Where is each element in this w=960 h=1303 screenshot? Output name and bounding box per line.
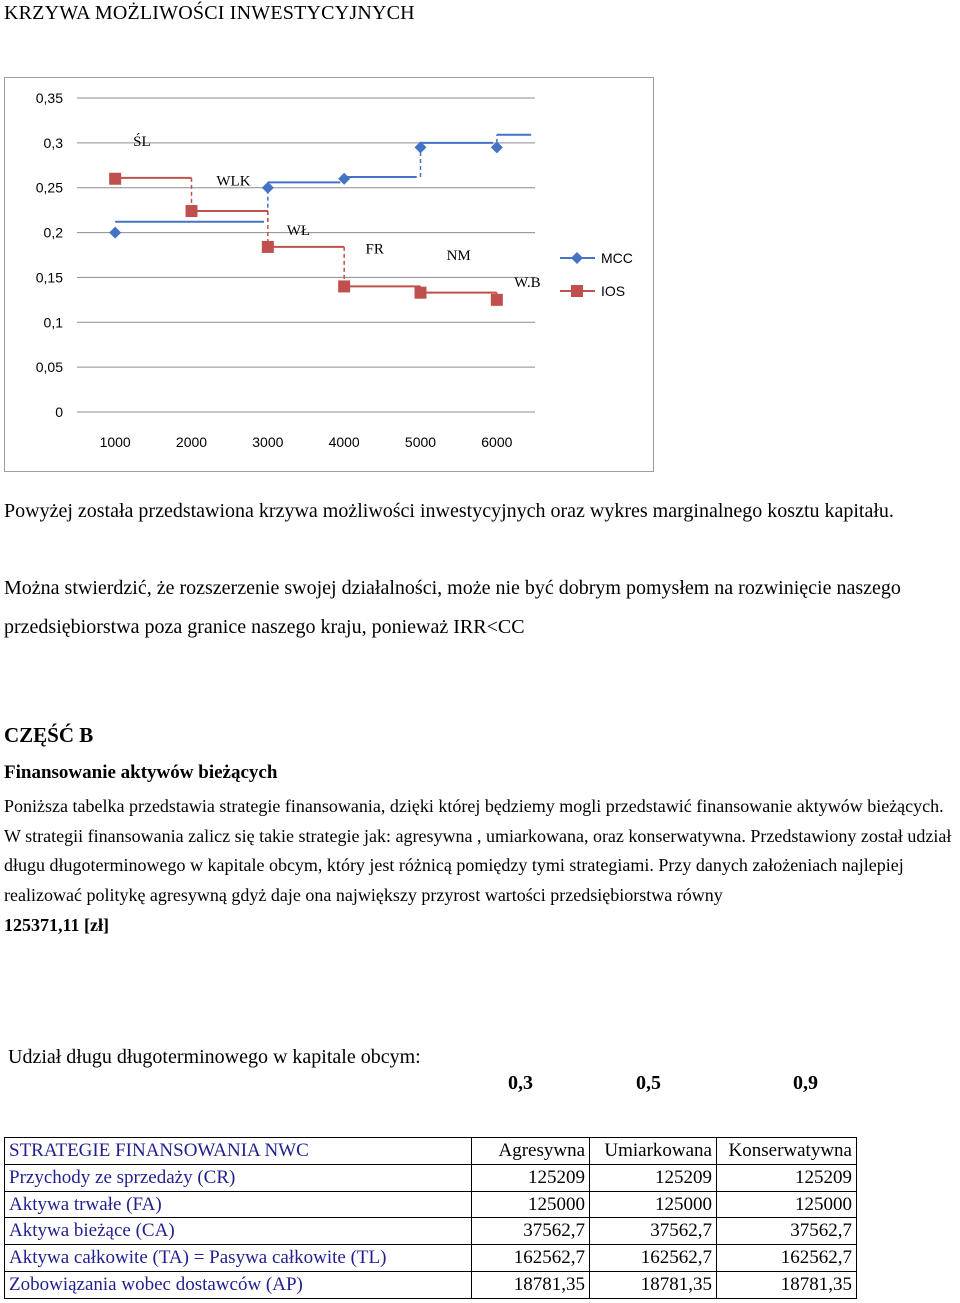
cell-conservative: 37562,7 — [717, 1218, 857, 1245]
cell-conservative: 18781,35 — [717, 1271, 857, 1298]
annotation-label: WLK — [216, 173, 251, 190]
point-ios — [109, 173, 121, 185]
cell-aggressive: 125209 — [472, 1164, 590, 1191]
row-label: Aktywa bieżące (CA) — [5, 1218, 472, 1245]
nwc-strategy-table — [4, 1137, 857, 1299]
chart-frame — [4, 77, 654, 472]
row-label: Aktywa trwałe (FA) — [5, 1191, 472, 1218]
cell-moderate: 37562,7 — [590, 1218, 717, 1245]
table-row — [5, 1218, 857, 1245]
cell-aggressive: 125000 — [472, 1191, 590, 1218]
x-tick-label: 3000 — [252, 434, 284, 450]
y-tick-label: 0 — [55, 404, 63, 420]
legend-label-ios: IOS — [601, 283, 626, 299]
x-tick-label: 2000 — [175, 434, 208, 450]
y-tick-label: 0,1 — [43, 314, 63, 331]
table-header-cell: Agresywna — [472, 1138, 590, 1165]
x-tick-label: 4000 — [328, 434, 360, 450]
table-header-cell: Konserwatywna — [717, 1138, 857, 1165]
annotation-label: W.B — [514, 274, 541, 291]
point-ios — [338, 280, 350, 292]
paragraph-conclusion: Można stwierdzić, że rozszerzenie swojej działalności, może nie być dobrym pomysłem na rozwinięcie naszego przedsiębiorstwa poza granice naszego kraju, ponieważ IRR<CC — [4, 577, 901, 638]
table-row — [5, 1191, 857, 1218]
cell-moderate: 125000 — [590, 1191, 717, 1218]
cell-moderate: 125209 — [590, 1164, 717, 1191]
y-tick-label: 0,05 — [35, 359, 63, 376]
point-mcc — [262, 182, 274, 194]
table-row — [5, 1164, 857, 1191]
point-ios — [491, 294, 503, 306]
legend-marker-ios — [571, 285, 583, 297]
table-header-cell: Umiarkowana — [590, 1138, 717, 1165]
annotation-label: NM — [446, 248, 471, 264]
debt-ratio-label: Udział długu długoterminowego w kapitale obcym: — [8, 1046, 421, 1068]
y-tick-label: 0,35 — [35, 90, 63, 106]
cell-aggressive: 162562,7 — [472, 1245, 590, 1272]
cell-moderate: 162562,7 — [590, 1245, 717, 1272]
point-ios — [186, 205, 198, 217]
x-tick-label: 1000 — [99, 434, 131, 450]
x-tick-label: 5000 — [404, 434, 437, 450]
annotation-label: ŚL — [133, 134, 151, 151]
row-label: Przychody ze sprzedaży (CR) — [5, 1164, 472, 1191]
document-title: KRZYWA MOŻLIWOŚCI INWESTYCYJNYCH — [4, 2, 415, 24]
cell-conservative: 125209 — [717, 1164, 857, 1191]
debt-ratio-aggressive: 0,3 — [508, 1072, 533, 1094]
cell-conservative: 125000 — [717, 1191, 857, 1218]
point-ios — [262, 241, 274, 253]
legend-marker-mcc — [571, 252, 583, 264]
cell-aggressive: 18781,35 — [472, 1271, 590, 1298]
paragraph-financing-strategies — [4, 792, 954, 941]
table-header-cell: STRATEGIE FINANSOWANIA NWC — [5, 1138, 472, 1165]
cell-moderate: 18781,35 — [590, 1271, 717, 1298]
investment-curve-chart — [5, 78, 655, 473]
table-header-row — [5, 1138, 857, 1165]
value-increase-result: 125371,11 [zł] — [4, 914, 109, 935]
cell-conservative: 162562,7 — [717, 1245, 857, 1272]
table-row — [5, 1271, 857, 1298]
legend-label-mcc: MCC — [601, 250, 633, 266]
row-label: Zobowiązania wobec dostawców (AP) — [5, 1271, 472, 1298]
point-ios — [415, 287, 427, 299]
cell-aggressive: 37562,7 — [472, 1218, 590, 1245]
row-label: Aktywa całkowite (TA) = Pasywa całkowite (TL) — [5, 1245, 472, 1272]
annotation-label: FR — [365, 241, 384, 258]
y-tick-label: 0,15 — [35, 269, 63, 286]
y-tick-label: 0,3 — [43, 134, 63, 151]
point-mcc — [109, 227, 121, 239]
annotation-label: WŁ — [286, 222, 311, 239]
table-row — [5, 1245, 857, 1272]
paragraph-chart-description: Powyżej została przedstawiona krzywa możliwości inwestycyjnych oraz wykres marginalnego kosztu kapitału. — [4, 500, 894, 522]
y-tick-label: 0,2 — [43, 224, 63, 241]
section-b-subtitle: Finansowanie aktywów bieżących — [4, 762, 278, 783]
debt-ratio-conservative: 0,9 — [793, 1072, 818, 1094]
y-tick-label: 0,25 — [35, 179, 63, 196]
paragraph-financing-text: Poniższa tabelka przedstawia strategie finansowania, dzięki której będziemy mogli przedstawić finansowanie aktywów bieżących. W strategii finansowania zalicz się takie strategie jak: agresywna , umiarkowana, oraz konserwatywna. Przedstawiony został udział długu długoterminowego w kapitale obcym, który jest różnicą pomiędzy tymi strategiami. Przy danych założeniach najlepiej realizować politykę agresywną gdyż daje ona największy przyrost wartości przedsiębiorstwa równy — [4, 796, 952, 906]
debt-ratio-moderate: 0,5 — [636, 1072, 661, 1094]
x-tick-label: 6000 — [481, 434, 513, 450]
section-b-title: CZĘŚĆ B — [4, 723, 94, 747]
